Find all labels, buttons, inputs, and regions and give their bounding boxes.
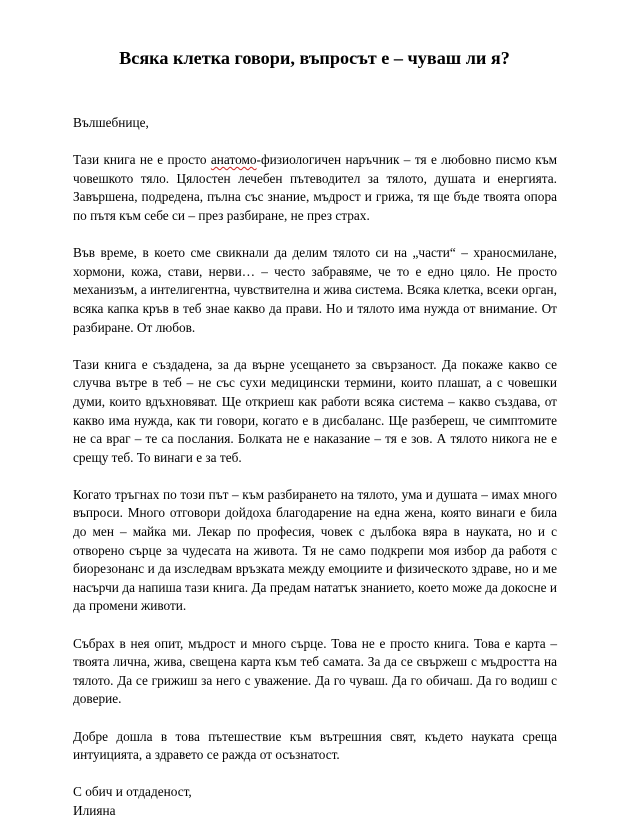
paragraph-body: Събрах в нея опит, мъдрост и много сърце. Това не е просто книга. Това е карта – твоята лична, жива, свещена карта към теб самата. За да се свържеш с мъдростта на тялото. Да се грижиш за него с уважение. Да го чуваш. Да го обичаш. Да го водиш с доверие. bbox=[73, 635, 557, 707]
spellcheck-flagged-word[interactable]: анатомо bbox=[210, 152, 257, 168]
document-title: Всяка клетка говори, въпросът е – чуваш ли я? bbox=[119, 48, 510, 68]
paragraph-intro bbox=[73, 151, 557, 225]
paragraph-body: Добре дошла в това пътешествие към вътрешния свят, където науката среща интуицията, а здравето се ражда от осъзнатост. bbox=[73, 728, 557, 763]
paragraph-body: Тази книга е създадена, за да върне усещането за свързаност. Да покаже какво се случва вътре в теб – не със сухи медицински термини, които плашат, а с човешки думи, които вдъхновяват. Ще откриеш как работи всяка система – какво създава, от какво има нужда, как ти говори, когато е в дисбаланс. Ще разбереш, че симптомите не са враг – те са послания. Болката не е наказание – тя е зов. А тялото никога не е срещу теб. То винаги е за теб. bbox=[73, 356, 557, 465]
paragraph-intro-rest: -физиологичен наръчник – тя е любовно писмо към човешкото тяло. Цялостен лечебен пътеводител за тялото, душата и енергията. Завършена, подредена, пълна със знание, мъдрост и грижа, тя ще бъде твоята опора по пътя към себе си – през разбиране, не през страх. bbox=[73, 152, 557, 223]
closing-line: С обич и отдаденост, bbox=[73, 784, 192, 800]
paragraph-body: Когато тръгнах по този път – към разбирането на тялото, ума и душата – имах много въпроси. Много отговори дойдоха благодарение на една жена, която винаги е била до мен – майка ми. Лекар по професия, човек с дълбока вяра в науката, но и с отворено сърце за чудесата на живота. Тя не само подкрепи моя избор да работя с биорезонанс и да изследвам връзката между емоциите и физическото здраве, но и ме насърчи да напиша тази книга. Да предам нататък знанието, което може да докосне и да промени животи. bbox=[73, 486, 557, 614]
paragraph-body: Във време, в което сме свикнали да делим тялото си на „части“ – храносмилане, хормони, кожа, стави, нерви… – често забравяме, че то е едно цяло. Не просто механизъм, а интелигентна, чувствителна и жива система. Всяка клетка, всеки орган, всяка капка кръв в теб знае какво да прави. Но и тялото има нужда от внимание. От разбиране. От любов. bbox=[73, 245, 557, 335]
signature: Илияна bbox=[73, 802, 116, 818]
document-body bbox=[73, 114, 557, 821]
paragraph-intro-start: Тази книга не е просто bbox=[73, 152, 211, 168]
closing-block bbox=[73, 783, 557, 820]
salutation: Вълшебнице, bbox=[73, 115, 149, 130]
